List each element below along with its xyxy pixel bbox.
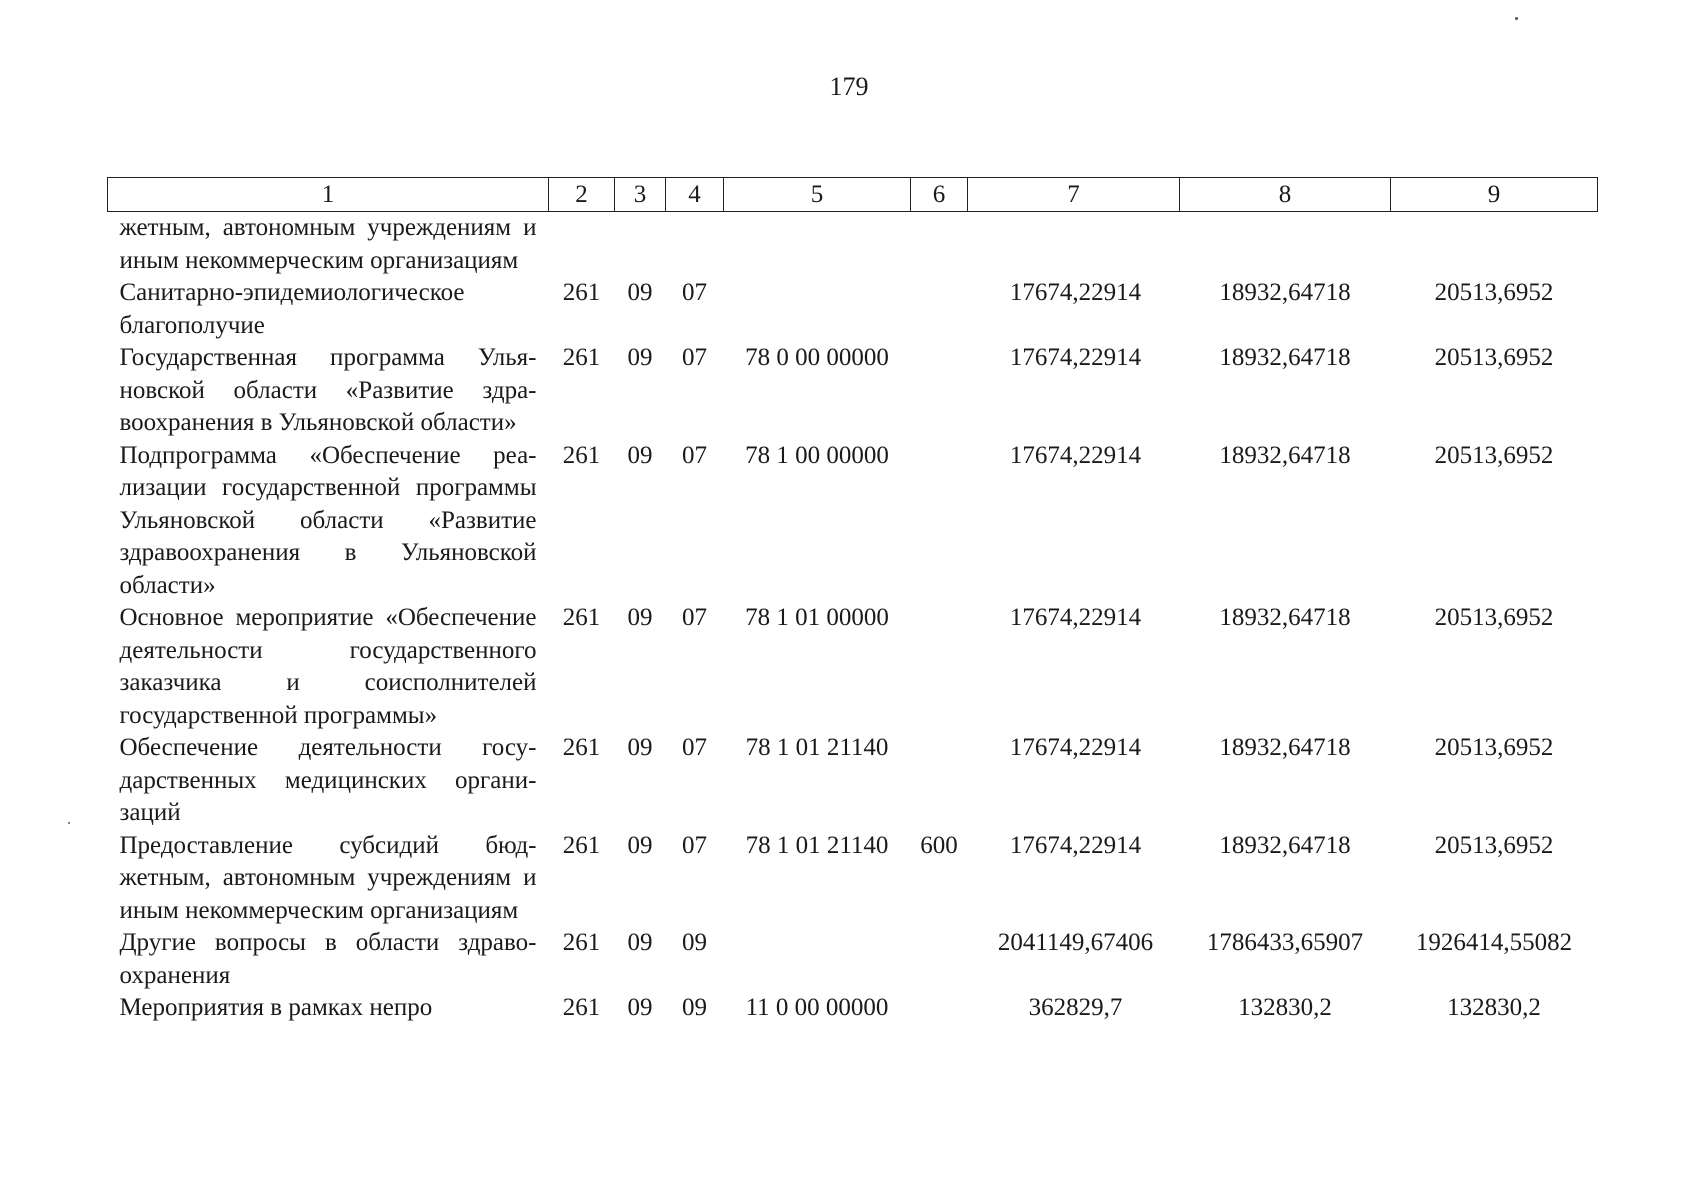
table-body	[108, 212, 1598, 1025]
table-row	[108, 602, 1598, 732]
row-ministry-code: 261	[562, 734, 601, 761]
row-target-code	[724, 927, 911, 992]
row-name: Мероприятия в рамках непро	[119, 994, 433, 1021]
row-amount-col7: 17674,22914	[1009, 344, 1142, 371]
row-expense-type	[911, 342, 968, 440]
row-expense-type	[911, 277, 968, 342]
scan-speck	[1515, 17, 1518, 20]
row-section-code: 09	[627, 344, 653, 371]
row-section-code: 09	[627, 441, 653, 469]
row-expense-type	[911, 992, 968, 1025]
row-amount-col9: 20513,6952	[1434, 604, 1554, 631]
header-col-6: 6	[911, 178, 968, 212]
row-amount-col8: 18932,64718	[1219, 604, 1351, 631]
row-name: Обеспечение деятельности государственных медицинских организаций	[119, 734, 537, 826]
row-amount-col9: 20513,6952	[1434, 831, 1554, 859]
row-ministry-code: 261	[562, 604, 601, 631]
row-amount-col7	[968, 212, 1180, 278]
page-number	[0, 72, 1698, 102]
table-row	[108, 992, 1598, 1025]
row-subsection-code: 07	[682, 604, 707, 631]
row-section-code: 09	[627, 831, 653, 859]
row-amount-col7: 17674,22914	[1009, 734, 1142, 761]
row-ministry-code: 261	[562, 831, 601, 859]
row-ministry-code: 261	[562, 929, 601, 956]
row-expense-type	[911, 212, 968, 278]
row-target-code: 78 1 00 00000	[745, 441, 889, 469]
row-name: жетным, автономным учреждениям и иным некоммерческим организациям	[119, 214, 537, 274]
row-amount-col9: 132830,2	[1447, 994, 1541, 1021]
row-amount-col7: 2041149,67406	[997, 929, 1154, 956]
row-ministry-code	[549, 212, 615, 278]
header-col-8: 8	[1180, 178, 1391, 212]
row-target-code: 78 1 01 00000	[745, 604, 889, 631]
row-section-code	[615, 212, 666, 278]
row-target-code: 78 1 01 21140	[745, 831, 889, 859]
budget-table-container	[107, 177, 1597, 1025]
row-amount-col7: 17674,22914	[1009, 831, 1142, 859]
header-col-5: 5	[724, 178, 911, 212]
row-section-code: 09	[627, 929, 653, 956]
row-name: Основное мероприятие «Обеспечение деятельности государственного заказчика и соисполнителей государственной программы»	[119, 604, 537, 729]
header-col-1: 1	[108, 178, 549, 212]
table-row	[108, 732, 1598, 830]
header-col-7: 7	[968, 178, 1180, 212]
row-amount-col9: 20513,6952	[1434, 279, 1554, 306]
row-subsection-code: 07	[682, 344, 707, 371]
row-expense-type	[911, 440, 968, 603]
row-target-code: 11 0 00 00000	[745, 994, 889, 1021]
row-amount-col9: 20513,6952	[1434, 734, 1554, 761]
row-section-code: 09	[627, 604, 653, 631]
budget-table	[107, 177, 1598, 1025]
row-target-code: 78 0 00 00000	[745, 344, 889, 371]
row-ministry-code: 261	[562, 994, 601, 1021]
row-subsection-code	[666, 212, 724, 278]
row-amount-col9: 20513,6952	[1434, 344, 1554, 371]
row-amount-col8: 1786433,65907	[1206, 929, 1364, 956]
row-amount-col8: 18932,64718	[1219, 831, 1351, 859]
row-ministry-code: 261	[562, 344, 601, 371]
row-subsection-code: 09	[682, 994, 707, 1021]
row-ministry-code: 261	[562, 441, 601, 469]
table-row	[108, 342, 1598, 440]
table-row	[108, 927, 1598, 992]
row-section-code: 09	[627, 994, 653, 1021]
row-target-code: 78 1 01 21140	[745, 734, 889, 761]
row-expense-type	[911, 732, 968, 830]
row-name: Подпрограмма «Обеспечение реализации государственной программы Ульяновской области «Развитие здравоохранения в Ульяновской области»	[119, 441, 537, 599]
row-name: Государственная программа Ульяновской области «Развитие здравоохранения в Ульяновской области»	[119, 344, 537, 436]
row-section-code: 09	[627, 279, 653, 306]
row-amount-col9	[1391, 212, 1598, 278]
header-col-3: 3	[615, 178, 666, 212]
row-subsection-code: 07	[682, 831, 707, 859]
header-col-4: 4	[666, 178, 724, 212]
row-name: Санитарно-эпидемиологическое благополучие	[119, 279, 465, 339]
row-ministry-code: 261	[562, 279, 601, 306]
row-target-code	[724, 212, 911, 278]
row-amount-col8	[1180, 212, 1391, 278]
row-target-code	[724, 277, 911, 342]
row-expense-type	[911, 927, 968, 992]
row-subsection-code: 07	[682, 441, 707, 469]
table-row	[108, 830, 1598, 928]
row-amount-col8: 132830,2	[1238, 994, 1332, 1021]
header-row	[108, 178, 1598, 212]
table-header	[108, 178, 1598, 212]
row-subsection-code: 07	[682, 734, 707, 761]
row-amount-col8: 18932,64718	[1219, 441, 1351, 469]
page-number-text: 179	[829, 72, 869, 101]
row-amount-col7: 362829,7	[1028, 994, 1123, 1021]
row-amount-col9: 20513,6952	[1434, 441, 1554, 469]
header-col-2: 2	[549, 178, 615, 212]
row-amount-col9: 1926414,55082	[1415, 929, 1573, 956]
row-amount-col7: 17674,22914	[1009, 604, 1142, 631]
row-name: Предоставление субсидий бюджетным, автономным учреждениям и иным некоммерческим организациям	[119, 831, 537, 924]
row-amount-col8: 18932,64718	[1219, 734, 1351, 761]
row-amount-col8: 18932,64718	[1219, 279, 1351, 306]
table-row	[108, 440, 1598, 603]
row-expense-type: 600	[920, 831, 958, 859]
table-row	[108, 212, 1598, 278]
row-section-code: 09	[627, 734, 653, 761]
row-subsection-code: 07	[682, 279, 707, 306]
row-expense-type	[911, 602, 968, 732]
row-subsection-code: 09	[682, 929, 707, 956]
row-name: Другие вопросы в области здравоохранения	[119, 929, 537, 989]
row-amount-col8: 18932,64718	[1219, 344, 1351, 371]
table-row	[108, 277, 1598, 342]
row-amount-col7: 17674,22914	[1009, 279, 1142, 306]
row-amount-col7: 17674,22914	[1009, 441, 1142, 469]
header-col-9: 9	[1391, 178, 1598, 212]
scan-speck	[68, 822, 70, 824]
